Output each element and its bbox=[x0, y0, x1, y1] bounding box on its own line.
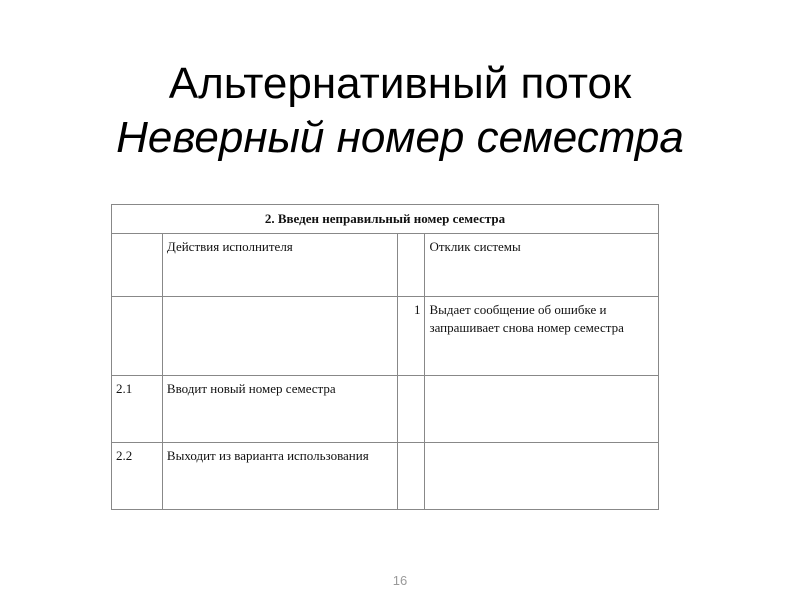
system-response-cell bbox=[425, 443, 659, 510]
actor-step-cell bbox=[112, 297, 163, 376]
alternative-flow-table bbox=[111, 204, 659, 510]
actor-step-cell: 2.1 bbox=[112, 376, 163, 443]
slide-title-line-2: Неверный номер семестра bbox=[116, 113, 684, 163]
system-response-cell bbox=[425, 376, 659, 443]
page-number: 16 bbox=[392, 573, 408, 588]
table-row bbox=[112, 376, 659, 443]
actor-step-cell: 2.2 bbox=[112, 443, 163, 510]
header-actor-step-cell bbox=[112, 234, 163, 297]
table-row bbox=[112, 443, 659, 510]
table-row bbox=[112, 297, 659, 376]
actor-action-cell bbox=[162, 297, 398, 376]
system-step-cell bbox=[398, 376, 425, 443]
header-system-response: Отклик системы bbox=[425, 234, 659, 297]
table-caption-row bbox=[112, 205, 659, 234]
system-response-cell: Выдает сообщение об ошибке и запрашивает снова номер семестра bbox=[425, 297, 659, 376]
actor-action-cell: Вводит новый номер семестра bbox=[162, 376, 398, 443]
system-step-cell: 1 bbox=[398, 297, 425, 376]
table-header-row bbox=[112, 234, 659, 297]
system-step-cell bbox=[398, 443, 425, 510]
header-system-step-cell bbox=[398, 234, 425, 297]
header-actor-actions: Действия исполнителя bbox=[162, 234, 398, 297]
actor-action-cell: Выходит из варианта использования bbox=[162, 443, 398, 510]
table-caption: 2. Введен неправильный номер семестра bbox=[112, 205, 659, 234]
slide-title-line-1: Альтернативный поток bbox=[168, 59, 632, 109]
slide-title bbox=[0, 57, 800, 165]
